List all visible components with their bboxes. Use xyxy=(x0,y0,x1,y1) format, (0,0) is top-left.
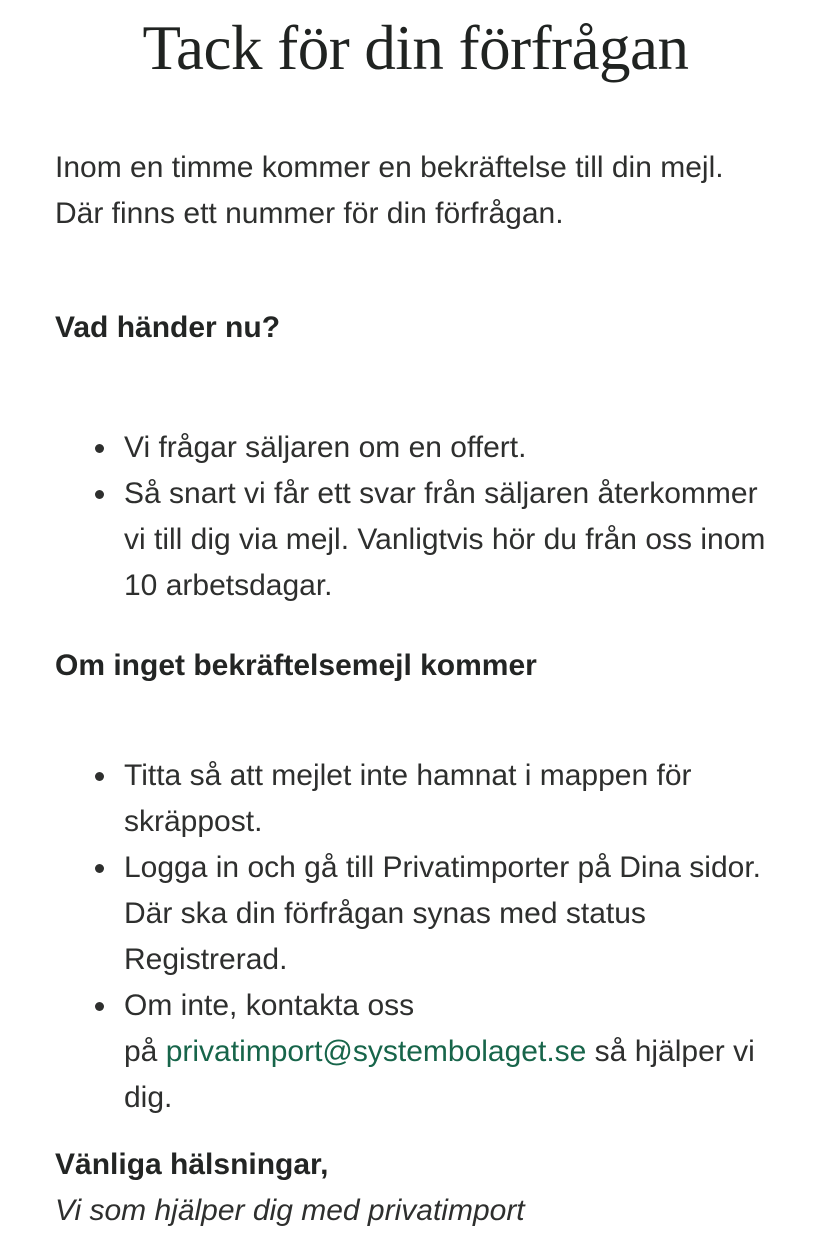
list-item: • Titta så att mejlet inte hamnat i mappen för skräppost. xyxy=(119,753,767,845)
list-item-contact xyxy=(119,983,767,1121)
signature-team: Vi som hjälper dig med privatimport xyxy=(55,1194,525,1227)
contact-text-after: så hjälper vi dig. xyxy=(124,1035,755,1114)
email-link[interactable]: privatimport@systembolaget.se xyxy=(165,1035,587,1068)
list-item: • Vi frågar säljaren om en offert. xyxy=(119,425,767,471)
next-steps-list xyxy=(55,425,767,609)
signature-closing: Vänliga hälsningar, xyxy=(55,1148,329,1181)
no-confirmation-list xyxy=(55,753,767,1121)
intro-text: Inom en timme kommer en bekräftelse till din mejl. Där finns ett nummer för din förfrågan. xyxy=(55,151,724,230)
contact-text-before: Om inte, kontakta oss på xyxy=(124,989,415,1068)
page-title: Tack för din förfrågan xyxy=(142,13,689,83)
section-heading-no-confirmation: Om inget bekräftelsemejl kommer xyxy=(55,649,537,682)
list-item: • Så snart vi får ett svar från säljaren återkommer vi till dig via mejl. Vanligtvis hör du från oss inom 10 arbetsdagar. xyxy=(119,471,767,609)
section-heading-what-happens-now: Vad händer nu? xyxy=(55,311,281,344)
list-item: • Logga in och gå till Privatimporter på Dina sidor. Där ska din förfrågan synas med status Registrerad. xyxy=(119,845,767,983)
